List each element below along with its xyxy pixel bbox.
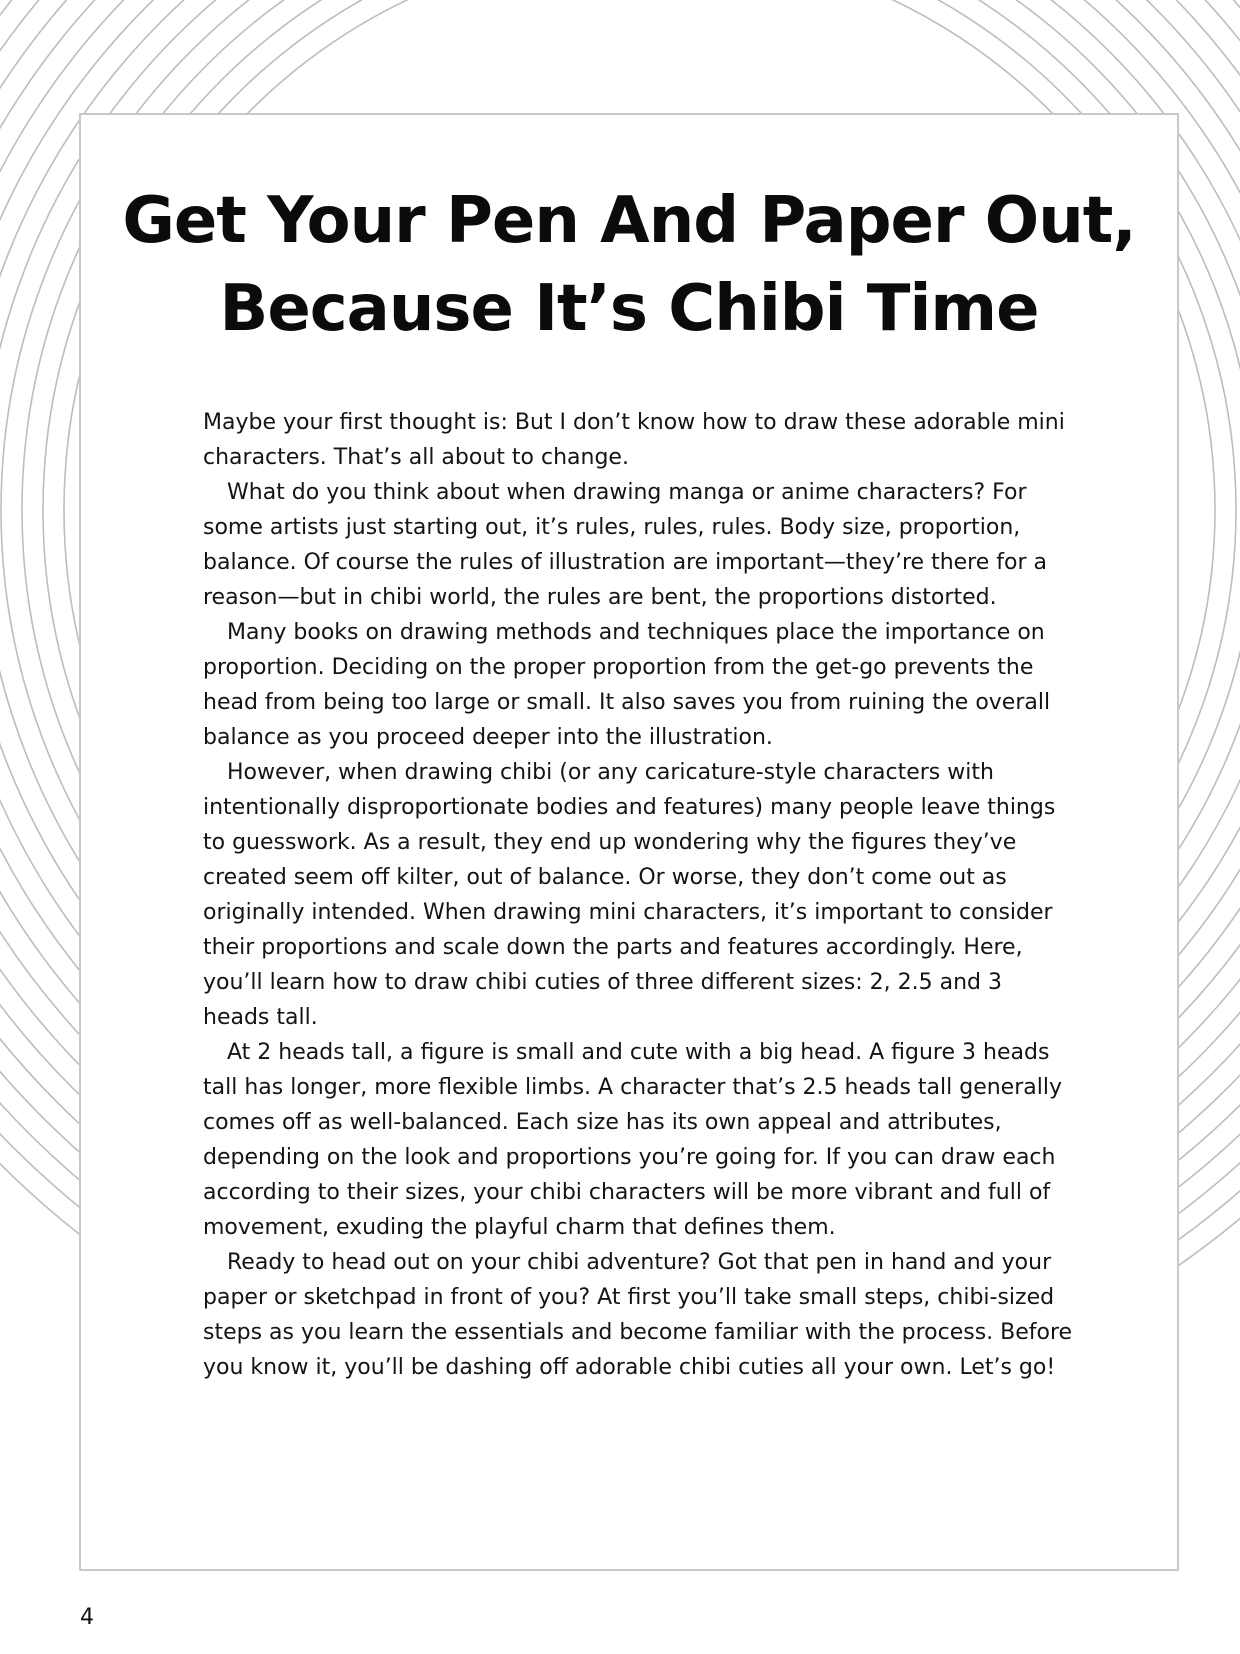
body-text [203,405,1073,1385]
paragraph: At 2 heads tall, a figure is small and cute with a big head. A figure 3 heads tall has longer, more flexible limbs. A character that’s 2.5 heads tall generally comes off as well-balanced. Each size has its own appeal and attributes, depending on the look and proportions you’re going for. If you can draw each according to their sizes, your chibi characters will be more vibrant and full of movement, exuding the playful charm that defines them. [203,1040,1062,1240]
paragraph: Ready to head out on your chibi adventure? Got that pen in hand and your paper or sketchpad in front of you? At first you’ll take small steps, chibi-sized steps as you learn the essentials and become familiar with the process. Before you know it, you’ll be dashing off adorable chibi cuties all your own. Let’s go! [203,1250,1073,1380]
paragraph: What do you think about when drawing manga or anime characters? For some artists just starting out, it’s rules, rules, rules. Body size, proportion, balance. Of course the rules of illustration are important—they’re there for a reason—but in chibi world, the rules are bent, the proportions distorted. [203,480,1047,610]
title-line-2: Because It’s Chibi Time [219,272,1039,346]
page-number: 4 [80,1605,94,1630]
paragraph: Maybe your first thought is: But I don’t know how to draw these adorable mini characters. That’s all about to change. [203,410,1065,470]
page-title [81,177,1177,353]
content-frame [79,113,1179,1571]
paragraph: Many books on drawing methods and techniques place the importance on proportion. Deciding on the proper proportion from the get-go prevents the head from being too large or small. It also saves you from ruining the overall balance as you proceed deeper into the illustration. [203,620,1051,750]
title-line-1: Get Your Pen And Paper Out, [122,184,1136,258]
paragraph: However, when drawing chibi (or any caricature-style characters with intentionally disproportionate bodies and features) many people leave things to guesswork. As a result, they end up wondering why the figures they’ve created seem off kilter, out of balance. Or worse, they don’t come out as originally intended. When drawing mini characters, it’s important to consider their proportions and scale down the parts and features accordingly. Here, you’ll learn how to draw chibi cuties of three different sizes: 2, 2.5 and 3 heads tall. [203,760,1056,1030]
